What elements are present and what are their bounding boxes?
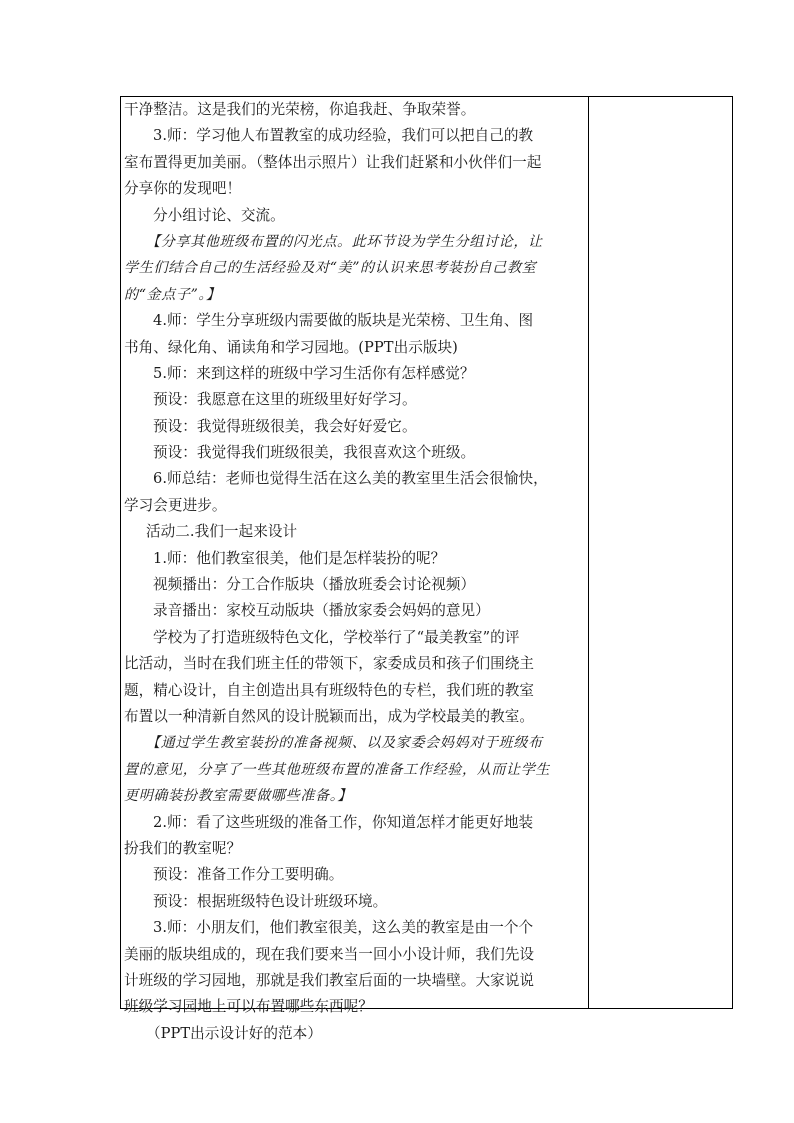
text-line: 3.师：小朋友们，他们教室很美，这么美的教室是由一个个 (153, 919, 534, 937)
lesson-table (120, 96, 733, 1042)
text-line: 书角、绿化角、诵读角和学习园地。(PPT出示版块) (124, 338, 458, 356)
notes-column-cell (589, 97, 732, 1008)
text-line: 预设：我愿意在这里的班级里好好学习。 (153, 391, 417, 409)
text-line: 分小组讨论、交流。 (153, 206, 285, 224)
text-line: 6.师总结：老师也觉得生活在这么美的教室里生活会很愉快， (153, 470, 548, 488)
text-line: 1.师：他们教室很美，他们是怎样装扮的呢？ (153, 549, 446, 567)
teaching-note-line: 的“金点子”。】 (124, 286, 221, 303)
text-line: 视频播出：分工合作版块（播放班委会讨论视频） (153, 576, 476, 594)
text-line: 预设：准备工作分工要明确。 (153, 866, 344, 884)
text-line: 班级学习园地上可以布置哪些东西呢？ (124, 998, 373, 1016)
text-line: 比活动，当时在我们班主任的带领下，家委成员和孩子们围绕主 (124, 655, 535, 673)
section-heading: 活动二.我们一起来设计 (146, 523, 298, 541)
text-line: 4.师：学生分享班级内需要做的版块是光荣榜、卫生角、图 (153, 312, 534, 330)
text-line: 5.师：来到这样的班级中学习生活你有怎样感觉？ (153, 364, 475, 382)
text-line: 录音播出：家校互动版块（播放家委会妈妈的意见） (153, 602, 490, 620)
text-line: 预设：我觉得我们班级很美，我很喜欢这个班级。 (153, 444, 476, 462)
text-line: 室布置得更加美丽。（整体出示照片）让我们赶紧和小伙伴们一起 (124, 153, 542, 171)
text-line: 3.师：学习他人布置教室的成功经验，我们可以把自己的教 (153, 127, 534, 145)
text-line: 计班级的学习园地，那就是我们教室后面的一块墙壁。大家说说 (124, 971, 535, 989)
text-line: 题，精心设计，自主创造出具有班级特色的专栏，我们班的教室 (124, 681, 535, 699)
text-line: 学校为了打造班级特色文化，学校举行了“最美教室”的评 (153, 628, 520, 646)
text-line: 干净整洁。这是我们的光荣榜，你追我赶、争取荣誉。 (124, 101, 476, 118)
text-line: 布置以一种清新自然风的设计脱颖而出，成为学校最美的教室。 (124, 707, 535, 725)
text-line: 分享你的发现吧！ (124, 180, 242, 198)
text-line: 预设：根据班级特色设计班级环境。 (153, 892, 388, 910)
text-line: 预设：我觉得班级很美，我会好好爱它。 (153, 417, 417, 435)
text-line: （PPT出示设计好的范本） (146, 1024, 322, 1042)
teaching-note-line: 【分享其他班级布置的闪光点。此环节设为学生分组讨论，让 (146, 233, 543, 250)
teaching-note-line: 置的意见，分享了一些其他班级布置的准备工作经验，从而让学生 (124, 761, 551, 778)
text-line: 美丽的版块组成的，现在我们要来当一回小小设计师，我们先设 (124, 945, 535, 963)
teaching-note-line: 【通过学生教室装扮的准备视频、以及家委会妈妈对于班级布 (146, 735, 543, 752)
text-line: 学习会更进步。 (124, 496, 227, 514)
lesson-content-cell (124, 97, 586, 1047)
teaching-note-line: 更明确装扮教室需要做哪些准备。】 (124, 788, 353, 805)
text-line: 2.师：看了这些班级的准备工作，你知道怎样才能更好地装 (153, 813, 534, 831)
teaching-note-line: 学生们结合自己的生活经验及对“美”的认识来思考装扮自己教室 (124, 260, 537, 277)
text-line: 扮我们的教室呢？ (124, 839, 242, 857)
